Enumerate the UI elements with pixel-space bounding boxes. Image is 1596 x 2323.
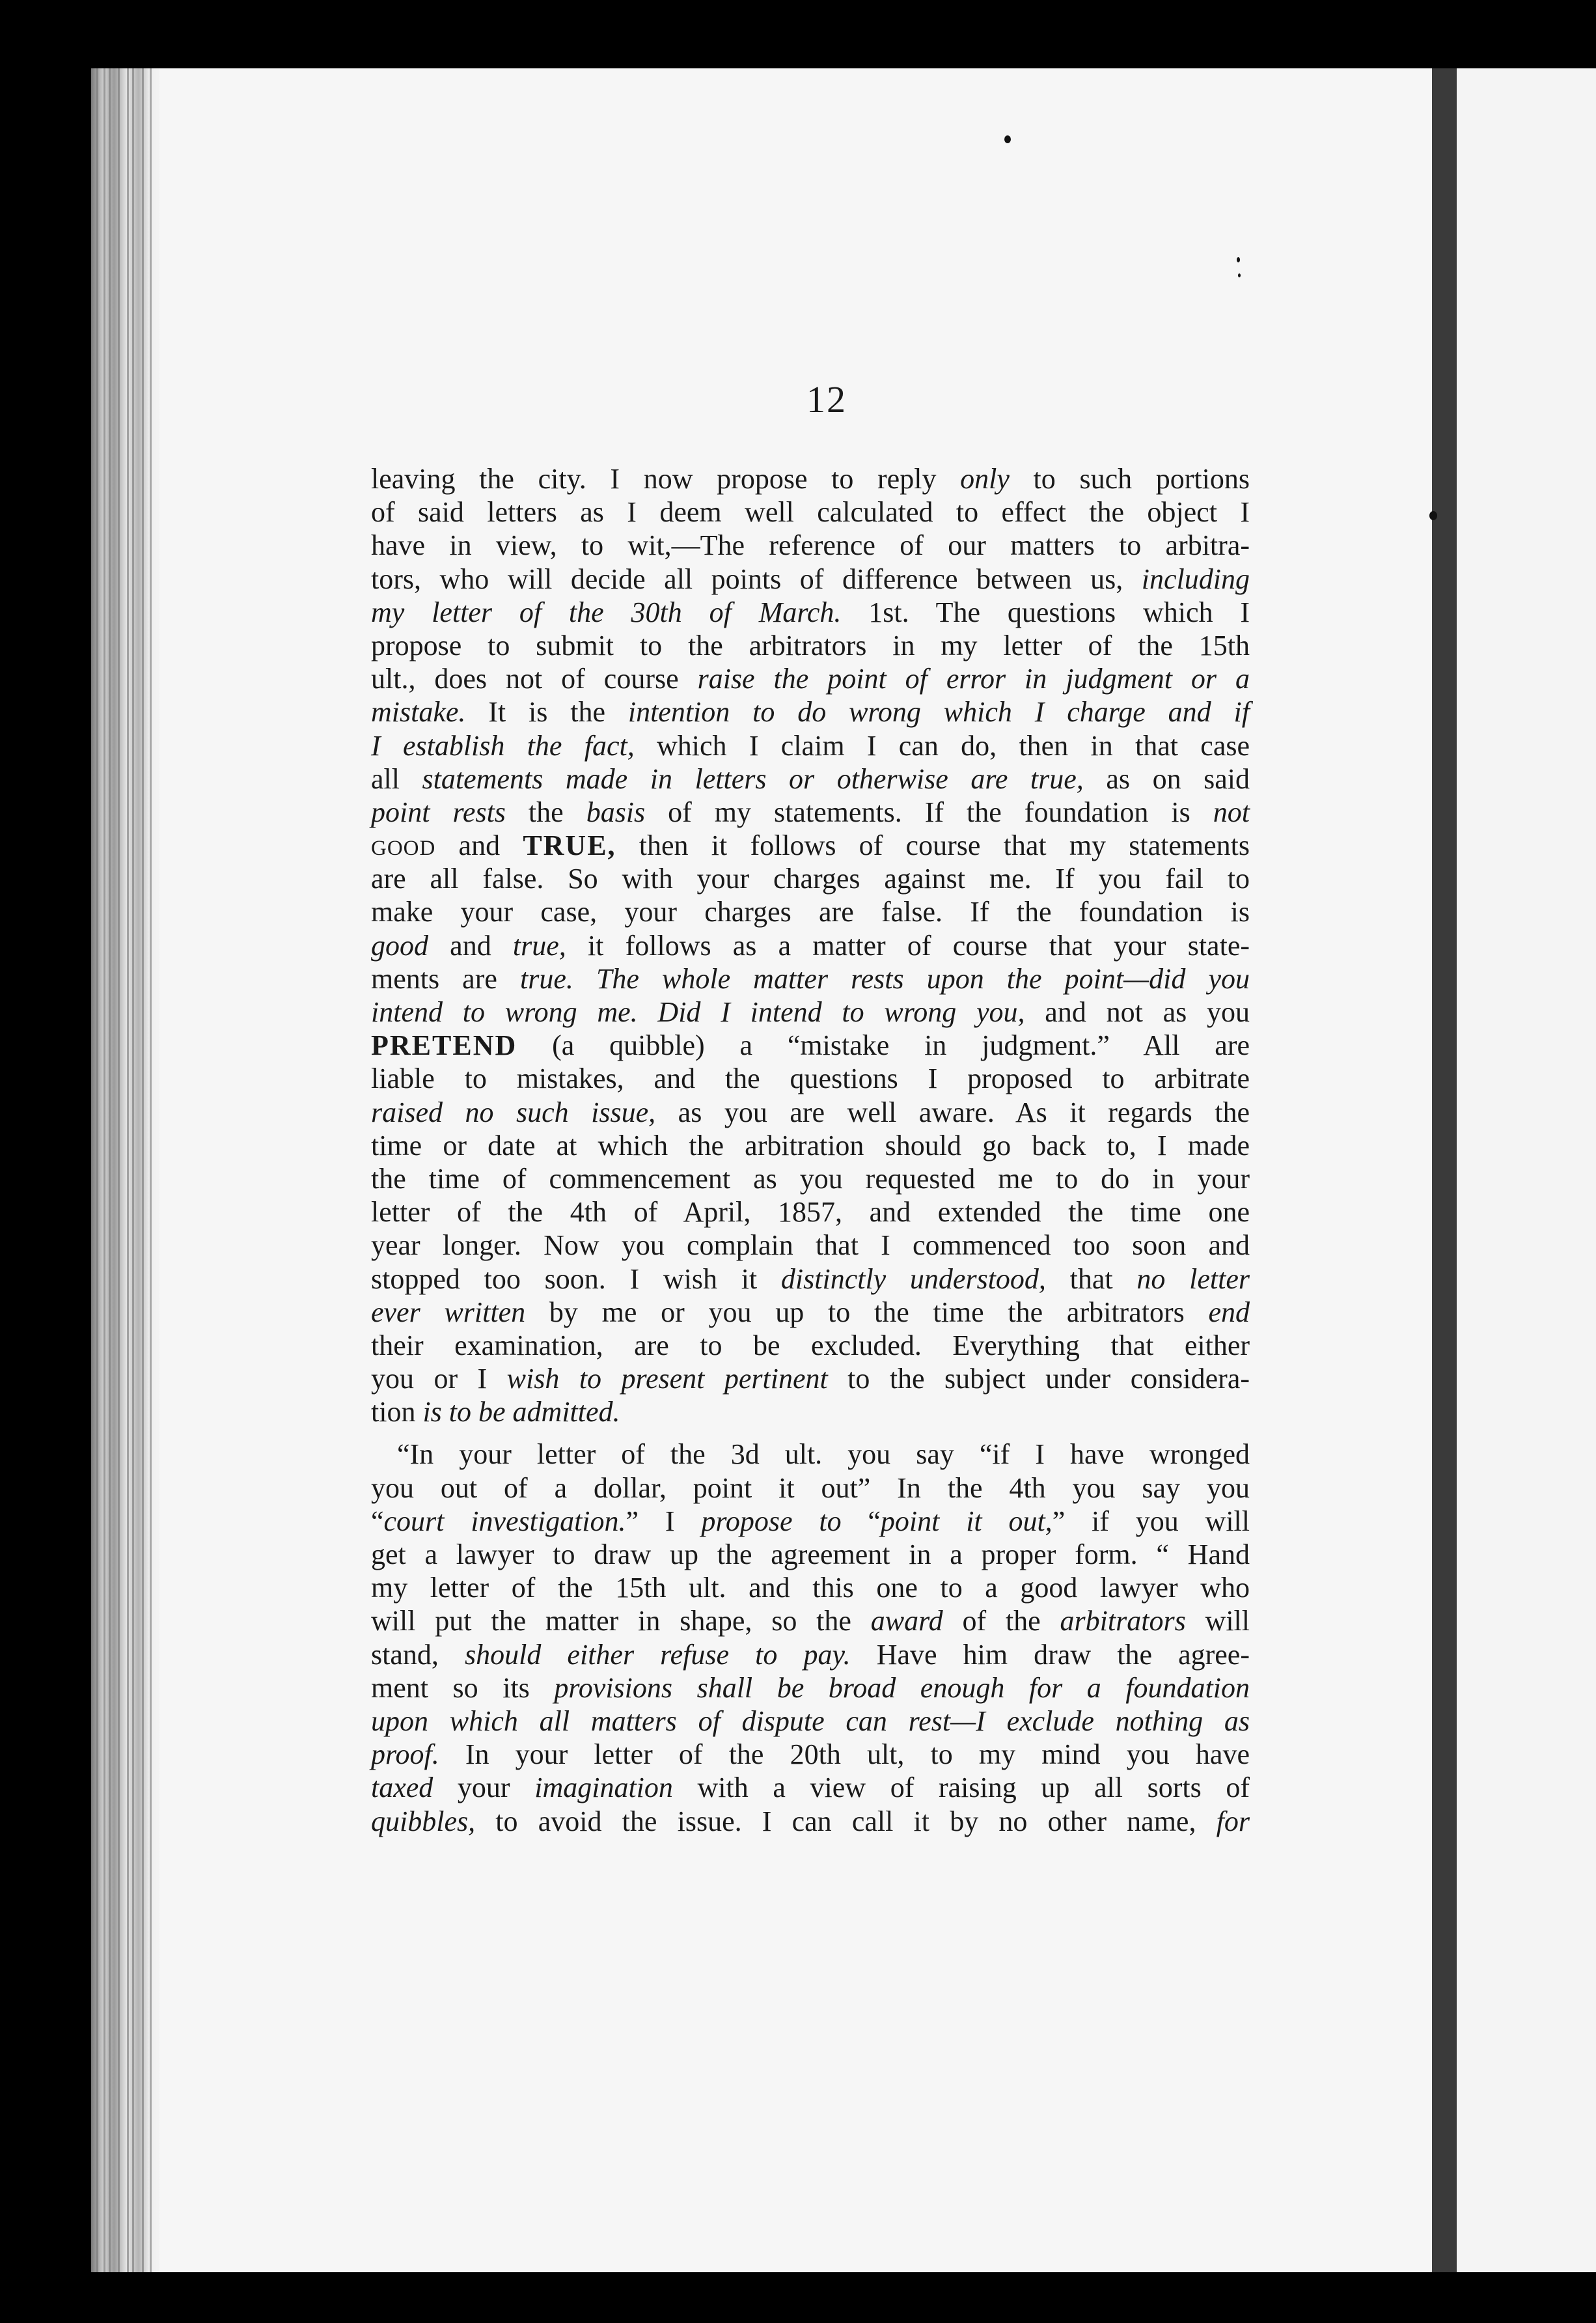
text-run: get a lawyer to draw up the agreement in a proper form. “ Hand	[371, 1538, 1250, 1570]
italic-run: true.	[519, 962, 573, 995]
text-run: of the	[942, 1605, 1060, 1637]
text-line	[371, 729, 1250, 762]
text-run: all	[371, 762, 422, 795]
italic-run: intention to do wrong which I charge and if	[627, 696, 1250, 729]
italic-run: no letter	[1136, 1262, 1250, 1295]
text-line	[371, 1604, 1250, 1637]
text-run: stand,	[371, 1638, 465, 1671]
italic-run: true,	[512, 929, 566, 962]
text-line	[371, 1362, 1250, 1395]
text-run: have in view, to wit,—The reference of our matters to arbitra-	[371, 529, 1250, 562]
text-run: and	[435, 829, 523, 862]
text-run: with a view of raising up all sorts of	[672, 1772, 1250, 1804]
text-run: to the subject under considera-	[827, 1363, 1250, 1395]
edge-streak	[109, 68, 111, 2272]
text-run: ” if you will	[1052, 1505, 1250, 1537]
text-run: year longer. Now you complain that I commenced too soon and	[371, 1229, 1250, 1262]
text-run: propose to submit to the arbitrators in my letter of the 15th	[371, 629, 1250, 661]
italic-run: quibbles,	[371, 1805, 476, 1837]
italic-run: The whole matter rests upon the point—did you	[596, 962, 1250, 995]
edge-streak	[103, 68, 105, 2272]
binding-rule	[1432, 68, 1457, 2272]
speck-mark	[1429, 511, 1437, 520]
italic-run: raised no such issue,	[371, 1096, 656, 1128]
text-line	[371, 796, 1250, 829]
text-line	[371, 995, 1250, 1029]
text-run	[573, 963, 596, 995]
italic-run: imagination	[534, 1772, 673, 1804]
text-run: their examination, are to be excluded. Everything that either	[371, 1329, 1250, 1361]
text-run: will	[1185, 1605, 1250, 1637]
text-run: to such portions	[1009, 463, 1250, 495]
text-line	[371, 563, 1250, 596]
text-run: you out of a dollar, point it out” In the 4th you say you	[371, 1471, 1250, 1504]
facing-page-edge	[1457, 68, 1596, 2272]
text-line	[371, 529, 1250, 562]
text-run: leaving the city. I now propose to reply	[371, 463, 961, 495]
text-run: as on said	[1083, 762, 1250, 795]
text-run: ult., does not of course	[371, 663, 698, 695]
text-run: of my statements. If the foundation is	[645, 796, 1213, 828]
text-line	[371, 1738, 1250, 1771]
text-run: 1st. The questions which I	[841, 596, 1250, 628]
text-line	[371, 1096, 1250, 1129]
bold-run: PRETEND	[371, 1029, 517, 1062]
italic-run: ever written	[371, 1296, 526, 1328]
paragraph-gap	[371, 1428, 1250, 1438]
text-run: time or date at which the arbitration should go back to, I made	[371, 1129, 1250, 1162]
text-run: you or I	[371, 1363, 507, 1395]
text-line	[371, 1162, 1250, 1195]
italic-run: distinctly understood,	[780, 1262, 1046, 1295]
text-run: my letter of the 15th ult. and this one to a good lawyer who	[371, 1572, 1250, 1604]
text-line	[371, 862, 1250, 895]
text-run: by me or you up to the time the arbitrators	[525, 1296, 1209, 1328]
text-line	[371, 1505, 1250, 1538]
italic-run: proof.	[371, 1738, 439, 1771]
text-line	[371, 596, 1250, 629]
text-line	[371, 662, 1250, 695]
edge-streak	[127, 68, 129, 2272]
small-caps-run: GOOD	[371, 837, 436, 861]
edge-streak	[96, 68, 98, 2272]
text-run: ments are	[371, 962, 520, 995]
italic-run: is to be admitted.	[422, 1396, 620, 1428]
text-run: to avoid the issue. I can call it by no other name,	[475, 1805, 1217, 1837]
italic-run: basis	[586, 796, 646, 828]
body-text	[371, 462, 1250, 1838]
text-run: make your case, your charges are false. If the foundation is	[371, 896, 1250, 928]
text-line	[371, 1062, 1250, 1095]
italic-run: for	[1216, 1805, 1250, 1837]
italic-run: point rests	[371, 796, 506, 828]
text-run: that	[1045, 1262, 1137, 1295]
text-run: will put the matter in shape, so the	[371, 1605, 871, 1637]
text-run: stopped too soon. I wish it	[371, 1262, 781, 1295]
italic-run: not	[1213, 796, 1250, 828]
bold-run: TRUE,	[523, 829, 616, 862]
italic-run: my letter of the 30th of March.	[371, 596, 842, 628]
text-line	[371, 1129, 1250, 1162]
italic-run: mistake.	[371, 696, 466, 729]
text-line	[371, 1395, 1250, 1428]
edge-streak	[150, 68, 152, 2272]
text-run: then it follows of course that my statements	[616, 829, 1250, 862]
text-line	[371, 895, 1250, 928]
italic-run: statements made in letters or otherwise are true,	[422, 762, 1084, 795]
text-line	[371, 1704, 1250, 1738]
text-line	[371, 1471, 1250, 1505]
text-run: tors, who will decide all points of difference between us,	[371, 563, 1142, 595]
text-line	[371, 1571, 1250, 1604]
text-line	[371, 1229, 1250, 1262]
text-line	[371, 1671, 1250, 1704]
text-line	[371, 1195, 1250, 1229]
italic-run: provisions shall be broad enough for a foundation	[554, 1671, 1250, 1704]
edge-streak	[118, 68, 120, 2272]
italic-run: intend to wrong me. Did I intend to wrong you,	[371, 996, 1025, 1028]
text-line	[371, 629, 1250, 662]
text-line	[371, 1329, 1250, 1362]
text-line	[371, 829, 1250, 862]
speck-mark	[1237, 257, 1240, 262]
text-run: the time of commencement as you requested me to do in your	[371, 1162, 1250, 1195]
text-line	[371, 1262, 1250, 1296]
speck-mark	[1004, 135, 1011, 143]
text-run: it follows as a matter of course that your state-	[566, 929, 1250, 962]
text-run: letter of the 4th of April, 1857, and extended the time one	[371, 1196, 1250, 1229]
italic-run: raise the point of error in judgment or a	[697, 663, 1250, 695]
text-run: Have him draw the agree-	[850, 1638, 1250, 1671]
text-run: as you are well aware. As it regards the	[655, 1096, 1250, 1128]
italic-run: upon which all matters of dispute can rest—I exclude nothing as	[371, 1704, 1250, 1737]
page-edge-left	[91, 68, 163, 2272]
text-line	[371, 1805, 1250, 1838]
text-line	[371, 695, 1250, 729]
text-run: “In your letter of the 3d ult. you say “if I have wronged	[397, 1438, 1250, 1471]
text-line	[371, 1438, 1250, 1471]
text-run: of said letters as I deem well calculated to effect the object I	[371, 496, 1250, 529]
text-line	[371, 929, 1250, 962]
text-line	[371, 762, 1250, 796]
edge-streak	[132, 68, 134, 2272]
text-run: (a quibble) a “mistake in judgment.” All are	[517, 1029, 1250, 1062]
italic-run: I establish the fact,	[371, 729, 635, 762]
text-line	[371, 962, 1250, 995]
italic-run: wish to present pertinent	[506, 1363, 828, 1395]
text-run: ” I	[626, 1505, 702, 1537]
text-run: liable to mistakes, and the questions I proposed to arbitrate	[371, 1063, 1250, 1095]
page-number: 12	[806, 378, 847, 421]
text-run: your	[433, 1772, 535, 1804]
italic-run: good	[371, 929, 428, 962]
text-run: ment so its	[371, 1671, 555, 1704]
text-run: “	[841, 1505, 881, 1537]
italic-run: propose to	[701, 1505, 842, 1537]
italic-run: award	[870, 1605, 943, 1637]
edge-streak	[142, 68, 144, 2272]
text-run: “	[371, 1505, 384, 1537]
text-line	[371, 1638, 1250, 1671]
text-line	[371, 1296, 1250, 1329]
text-run: In your letter of the 20th ult, to my mind you have	[439, 1738, 1250, 1771]
italic-run: arbitrators	[1060, 1605, 1186, 1637]
italic-run: should either refuse to pay.	[464, 1638, 851, 1671]
text-run: are all false. So with your charges against me. If you fail to	[371, 863, 1250, 895]
italic-run: including	[1141, 563, 1250, 595]
italic-run: end	[1208, 1296, 1250, 1328]
italic-run: court investigation.	[383, 1505, 626, 1537]
text-line	[371, 462, 1250, 495]
text-line	[371, 495, 1250, 529]
text-run: the	[505, 796, 586, 828]
text-line	[371, 1538, 1250, 1571]
text-run: and	[428, 929, 513, 962]
text-line	[371, 1029, 1250, 1062]
speck-mark	[1238, 273, 1241, 277]
italic-run: only	[960, 463, 1010, 495]
text-run: It is the	[465, 696, 628, 729]
text-run: tion	[371, 1396, 423, 1428]
text-run: which I claim I can do, then in that case	[634, 729, 1250, 762]
italic-run: point it out,	[880, 1505, 1053, 1537]
text-line	[371, 1771, 1250, 1804]
text-run: and not as you	[1025, 996, 1250, 1028]
italic-run: taxed	[371, 1772, 433, 1804]
